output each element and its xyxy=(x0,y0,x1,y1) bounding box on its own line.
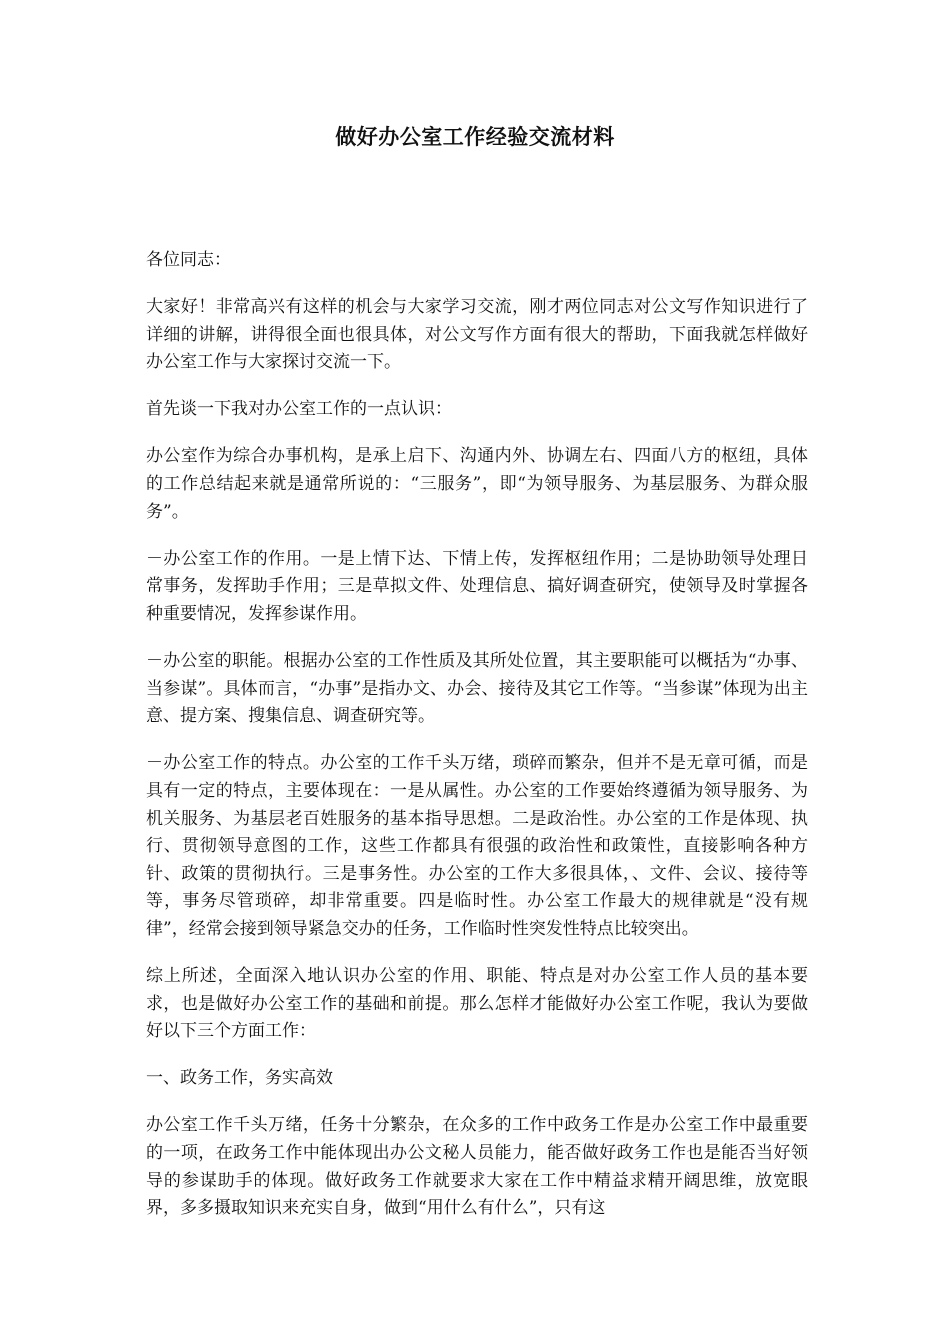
body-paragraph: 大家好！非常高兴有这样的机会与大家学习交流，刚才两位同志对公文写作知识进行了详细的讲解，讲得很全面也很具体，对公文写作方面有很大的帮助，下面我就怎样做好办公室工作与大家探讨交流一下。 xyxy=(146,297,808,373)
document-body xyxy=(146,247,808,1223)
body-paragraph: 综上所述，全面深入地认识办公室的作用、职能、特点是对办公室工作人员的基本要求，也是做好办公室工作的基础和前提。那么怎样才能做好办公室工作呢，我认为要做好以下三个方面工作： xyxy=(146,965,808,1042)
body-paragraph: －办公室工作的作用。一是上情下达、下情上传，发挥枢纽作用；二是协助领导处理日常事务，发挥助手作用；三是草拟文件、处理信息、搞好调查研究，使领导及时掌握各种重要情况，发挥参谋作用。 xyxy=(146,548,808,624)
body-paragraph: －办公室工作的特点。办公室的工作千头万绪，琐碎而繁杂，但并不是无章可循，而是具有一定的特点，主要体现在：一是从属性。办公室的工作要始终遵循为领导服务、为机关服务、为基层老百姓服务的基本指导思想。二是政治性。办公室的工作是体现、执行、贯彻领导意图的工作，这些工作都具有很强的政治性和政策性，直接影响各种方针、政策的贯彻执行。三是事务性。办公室的工作大多很具体，、文件、会议、接待等等，事务尽管琐碎，却非常重要。四是临时性。办公室工作最大的规律就是“没有规律”，经常会接到领导紧急交办的任务，工作临时性突发性特点比较突出。 xyxy=(146,753,808,939)
body-paragraph: 办公室作为综合办事机构，是承上启下、沟通内外、协调左右、四面八方的枢纽，具体的工作总结起来就是通常所说的：“三服务”，即“为领导服务、为基层服务、为群众服务”。 xyxy=(146,446,808,522)
body-paragraph: 首先谈一下我对办公室工作的一点认识： xyxy=(146,399,452,420)
section-heading: 一、政务工作，务实高效 xyxy=(146,1068,333,1089)
body-paragraph: －办公室的职能。根据办公室的工作性质及其所处位置，其主要职能可以概括为“办事、当参谋”。具体而言，“办事”是指办文、办会、接待及其它工作等。“当参谋”体现为出主意、提方案、搜集信息、调查研究等。 xyxy=(146,651,808,727)
salutation: 各位同志： xyxy=(146,250,231,270)
document-title: 做好办公室工作经验交流材料 xyxy=(335,124,615,149)
body-paragraph: 办公室工作千头万绪，任务十分繁杂，在众多的工作中政务工作是办公室工作中最重要的一项，在政务工作中能体现出办公文秘人员能力，能否做好政务工作也是能否当好领导的参谋助手的体现。做好政务工作就要求大家在工作中精益求精开阔思维，放宽眼界，多多摄取知识来充实自身，做到“用什么有什么”，只有这 xyxy=(146,1115,808,1219)
